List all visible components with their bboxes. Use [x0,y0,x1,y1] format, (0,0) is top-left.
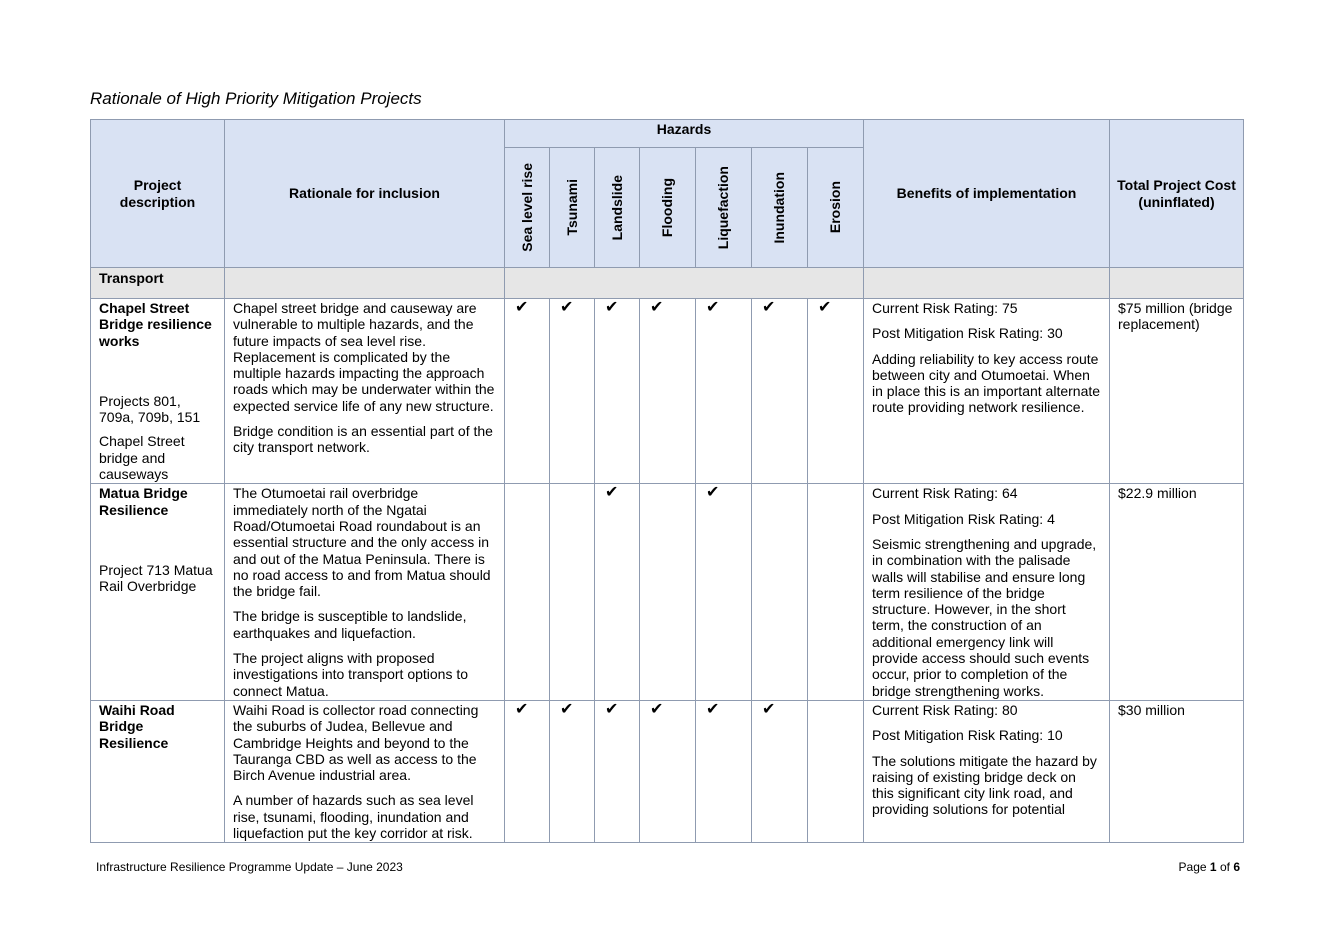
hazard-check: ✔ [505,700,550,842]
cost-cell: $22.9 million [1110,484,1244,701]
benefits-cell: Current Risk Rating: 75 Post Mitigation Risk Rating: 30 Adding reliability to key access route between city and Otumoetai. When in place this is an important alternate route providing network resilience. [864,299,1110,484]
hazard-check: ✔ [550,700,595,842]
hazard-check: ✔ [640,700,696,842]
cost-cell: $30 million [1110,700,1244,842]
footer-page-number: Page 1 of 6 [1178,860,1240,874]
hazard-check: ✔ [595,299,640,484]
benefits-cell: Current Risk Rating: 64 Post Mitigation Risk Rating: 4 Seismic strengthening and upgrade, in combination with the palisade walls will stabilise and ensure long term resilience of the bridge structure. However, in the short term, the construction of an additional emergency link will provide access should such events occur, prior to completion of the bridge strengthening works. [864,484,1110,701]
rationale-cell: The Otumoetai rail overbridge immediately north of the Ngatai Road/Otumoetai Road roundabout is an essential structure and the only access in and out of the Matua Peninsula. There is no road access to and from Matua should the bridge fail. The bridge is susceptible to landslide, earthquakes and liquefaction. The project aligns with proposed investigations into transport options to connect Matua. [225,484,505,701]
project-ref: Chapel Street bridge and causeways [99,433,185,483]
hazard-check: ✔ [752,299,808,484]
hazard-check: ✔ [752,700,808,842]
section-row-transport [91,268,1244,299]
project-description-cell [91,299,225,484]
hazard-check: ✔ [696,700,752,842]
project-name: Chapel Street Bridge resilience works [99,300,212,349]
hazard-check: ✔ [696,299,752,484]
footer-document-title: Infrastructure Resilience Programme Update – June 2023 [96,860,403,874]
hazard-check: ✔ [595,484,640,701]
rationale-cell: Chapel street bridge and causeway are vulnerable to multiple hazards, and the future impacts of sea level rise. Replacement is complicated by the multiple hazards impacting the approach roads which may be underwater within the expected service life of any new structure. Bridge condition is an essential part of the city transport network. [225,299,505,484]
table-row [91,299,1244,484]
hazard-check [550,484,595,701]
project-description-cell [91,484,225,701]
table-row [91,484,1244,701]
page-title: Rationale of High Priority Mitigation Projects [90,89,422,108]
hazard-check: ✔ [595,700,640,842]
project-ref: Project 713 Matua Rail Overbridge [99,561,213,595]
header-hazards: Hazards [505,120,864,148]
header-hazard-tsunami: Tsunami [550,148,595,268]
project-description-cell [91,700,225,842]
hazard-check [505,484,550,701]
hazard-check: ✔ [640,299,696,484]
cost-cell: $75 million (bridge replacement) [1110,299,1244,484]
project-ref: Projects 801, 709a, 709b, 151 [99,392,201,426]
header-hazard-liquefaction: Liquefaction [696,148,752,268]
section-label: Transport [91,268,225,299]
hazard-check [640,484,696,701]
hazard-check [752,484,808,701]
rationale-cell: Waihi Road is collector road connecting the suburbs of Judea, Bellevue and Cambridge Heights and beyond to the Tauranga CBD as well as access to the Birch Avenue industrial area. A number of hazards such as sea level rise, tsunami, flooding, inundation and liquefaction put the key corridor at risk. [225,700,505,842]
header-cost: Total Project Cost (uninflated) [1110,120,1244,268]
hazard-check [808,700,864,842]
hazard-check [808,484,864,701]
table-row [91,700,1244,842]
project-name: Waihi Road Bridge Resilience [99,701,175,751]
header-benefits: Benefits of implementation [864,120,1110,268]
hazard-check: ✔ [696,484,752,701]
hazard-check: ✔ [505,299,550,484]
header-hazard-landslide: Landslide [595,148,640,268]
project-name: Matua Bridge Resilience [99,485,188,518]
header-hazard-erosion: Erosion [808,148,864,268]
header-rationale: Rationale for inclusion [225,120,505,268]
header-hazard-inundation: Inundation [752,148,808,268]
mitigation-table [90,119,1244,843]
hazard-check: ✔ [550,299,595,484]
header-project: Project description [91,120,225,268]
hazard-check: ✔ [808,299,864,484]
benefits-cell: Current Risk Rating: 80 Post Mitigation Risk Rating: 10 The solutions mitigate the hazard by raising of existing bridge deck on this significant city link road, and providing solutions for potential [864,700,1110,842]
header-hazard-sea-level-rise: Sea level rise [505,148,550,268]
header-hazard-flooding: Flooding [640,148,696,268]
